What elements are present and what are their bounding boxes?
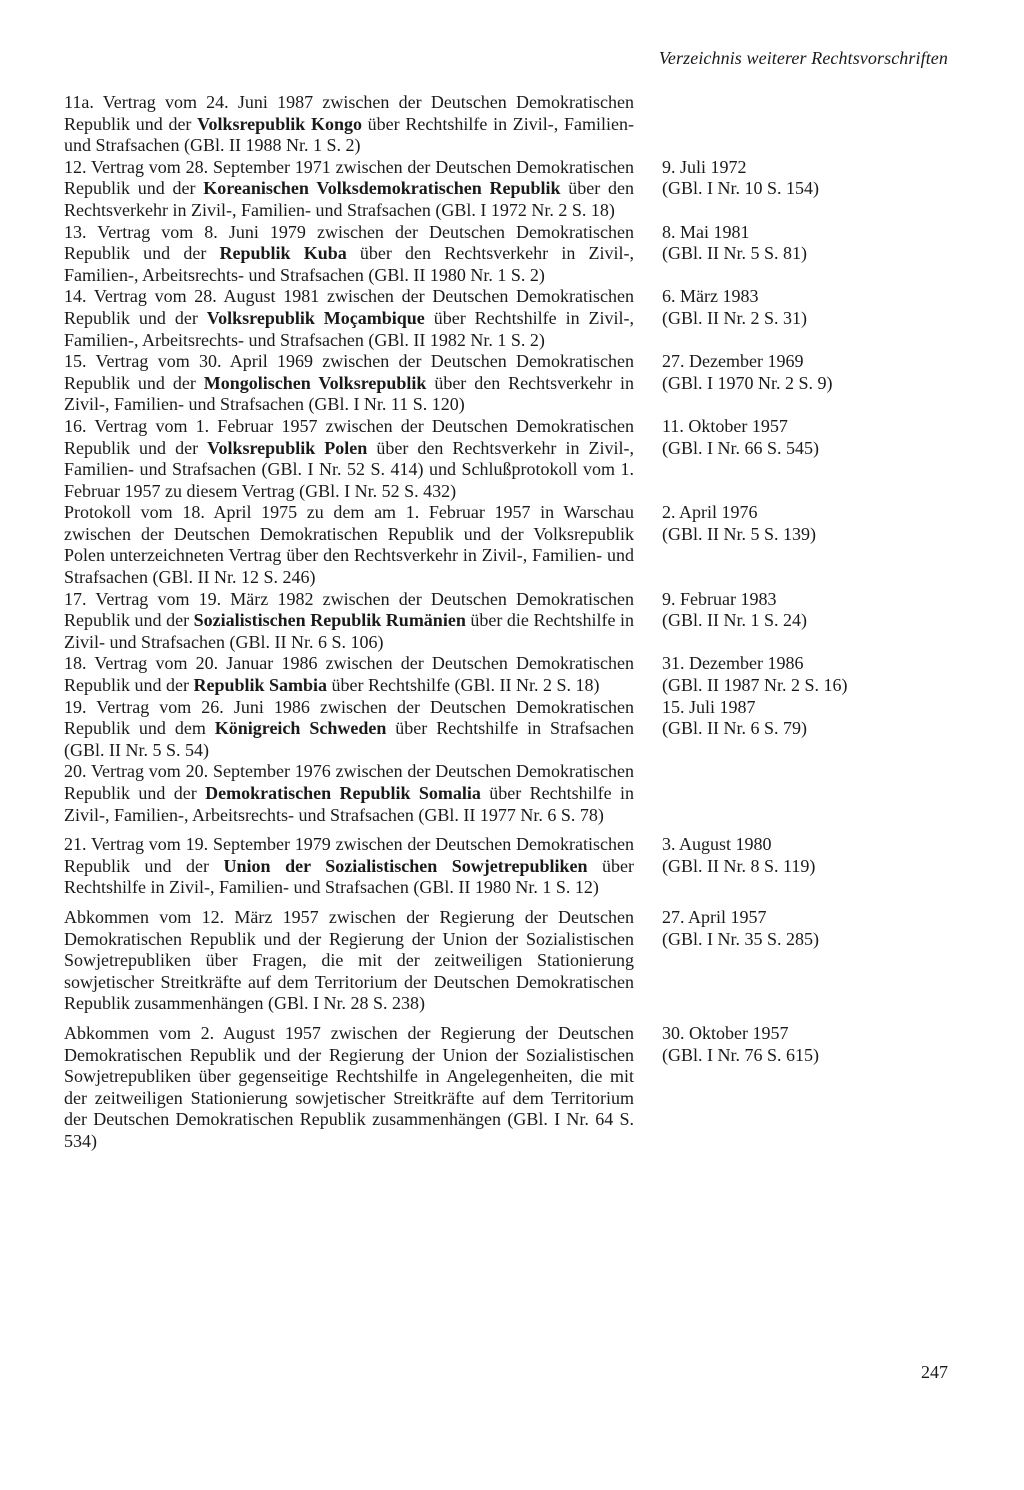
entry-partner: Sozialistischen Republik Rumänien <box>193 610 466 631</box>
entry-21 <box>64 834 944 899</box>
entry-text-pre: 12. Vertrag vom 28. September 1971 zwischen der Deutschen Demokratischen Republik und der <box>64 156 634 199</box>
entry-partner: Mongolischen Volksrepublik <box>203 372 427 393</box>
entry-date: 9. Juli 1972 <box>662 156 747 177</box>
entry-text-post: über die Rechtshilfe in Zivil- und Strafsachen (GBl. II Nr. 6 S. 106) <box>64 610 635 652</box>
entry-date: 2. April 1976 <box>662 502 758 523</box>
entry-14 <box>64 286 944 351</box>
entry-text-pre: 14. Vertrag vom 28. August 1981 zwischen der Deutschen Demokratischen Republik und der <box>64 286 634 328</box>
entry-effective-date <box>662 286 902 329</box>
entry-effective-date <box>662 653 902 696</box>
entry-gazette-ref: (GBl. II Nr. 2 S. 31) <box>662 307 807 328</box>
entry-text-pre: 17. Vertrag vom 19. März 1982 zwischen der Deutschen Demokratischen Republik und der <box>64 588 634 631</box>
entry-text-post: über Rechtshilfe (GBl. II Nr. 2 S. 18) <box>327 675 600 696</box>
page-number: 247 <box>921 1362 948 1382</box>
entry-text-pre: 11a. Vertrag vom 24. Juni 1987 zwischen der Deutschen Demokratischen Republik und der <box>64 92 634 134</box>
entry-gazette-ref: (GBl. I Nr. 66 S. 545) <box>662 437 819 458</box>
entry-gazette-ref: (GBl. II Nr. 6 S. 79) <box>662 718 807 739</box>
entry-text <box>64 351 634 416</box>
entry-date: 30. Oktober 1957 <box>662 1022 789 1043</box>
entry-text-pre: 21. Vertrag vom 19. September 1979 zwischen der Deutschen Demokratischen Republik und der <box>64 834 634 876</box>
entry-text-post: über den Rechtsverkehr in Zivil-, Familien-, Arbeitsrechts- und Strafsachen (GBl. II 1980 Nr. 1 S. 2) <box>64 243 634 285</box>
entry-17 <box>64 589 944 654</box>
entry-text-post: über Rechtshilfe in Zivil-, Familien-, Arbeitsrechts- und Strafsachen (GBl. II 1977 Nr. 6 S. 78) <box>64 783 634 825</box>
entry-date: 9. Februar 1983 <box>662 588 777 609</box>
entry-text-pre: 19. Vertrag vom 26. Juni 1986 zwischen der Deutschen Demokratischen Republik und dem <box>64 696 634 739</box>
entry-effective-date <box>662 502 902 545</box>
entry-text-pre: 18. Vertrag vom 20. Januar 1986 zwischen der Deutschen Demokratischen Republik und der <box>64 653 634 696</box>
entry-text-pre: 15. Vertrag vom 30. April 1969 zwischen der Deutschen Demokratischen Republik und der <box>64 351 634 393</box>
entry-text <box>64 761 634 826</box>
entry-partner: Demokratischen Republik Somalia <box>205 783 481 803</box>
entry-gazette-ref: (GBl. II Nr. 5 S. 139) <box>662 523 816 544</box>
entry-text <box>64 653 634 696</box>
entry-effective-date <box>662 1023 902 1066</box>
entry-13 <box>64 222 944 287</box>
entry-partner: Republik Kuba <box>219 243 347 264</box>
entry-16 <box>64 416 944 502</box>
entry-protocol-1975 <box>64 502 944 588</box>
entry-effective-date <box>662 222 902 265</box>
entry-effective-date <box>662 416 902 459</box>
entry-text-post: über den Rechtsverkehr in Zivil-, Familien- und Strafsachen (GBl. I 1972 Nr. 2 S. 18) <box>64 178 634 220</box>
entry-date: 31. Dezember 1986 <box>662 653 804 674</box>
entry-gazette-ref: (GBl. I 1970 Nr. 2 S. 9) <box>662 372 833 393</box>
entry-text <box>64 157 634 222</box>
entry-date: 6. März 1983 <box>662 286 759 307</box>
entry-text-post: über Rechtshilfe in Zivil-, Familien-, Arbeitsrechts- und Strafsachen (GBl. II 1982 Nr. 1 S. 2) <box>64 307 634 350</box>
entry-text-post: über Rechtshilfe in Zivil-, Familien- und Strafsachen (GBl. II 1988 Nr. 1 S. 2) <box>64 113 634 156</box>
entry-gazette-ref: (GBl. I Nr. 35 S. 285) <box>662 928 819 949</box>
entry-date: 15. Juli 1987 <box>662 696 756 717</box>
entry-text <box>64 286 634 351</box>
entry-gazette-ref: (GBl. I Nr. 76 S. 615) <box>662 1044 819 1065</box>
entry-gazette-ref: (GBl. II Nr. 5 S. 81) <box>662 243 807 264</box>
entry-text-pre: 16. Vertrag vom 1. Februar 1957 zwischen der Deutschen Demokratischen Republik und der <box>64 415 634 458</box>
entry-partner: Koreanischen Volksdemokratischen Republik <box>203 178 561 199</box>
running-header: Verzeichnis weiterer Rechtsvorschriften <box>658 48 948 68</box>
entry-text <box>64 92 634 157</box>
entry-agreement-august-1957 <box>64 1023 944 1153</box>
entry-effective-date <box>662 907 902 950</box>
entry-text-pre: Protokoll vom 18. April 1975 zu dem am 1. Februar 1957 in Warschau zwischen der Deutschen Demokratischen Republik und der Volksrepublik Polen unterzeichneten Vertrag über den Rechtsverkehr in Zivil-, Familien- und Strafsachen (GBl. II Nr. 12 S. 246) <box>64 502 634 588</box>
entry-gazette-ref: (GBl. II Nr. 8 S. 119) <box>662 855 816 876</box>
entry-text-post: über Rechtshilfe in Zivil-, Familien- und Strafsachen (GBl. II 1980 Nr. 1 S. 12) <box>64 855 635 898</box>
entry-text <box>64 416 634 502</box>
entry-text-post: über Rechtshilfe in Strafsachen (GBl. II Nr. 5 S. 54) <box>64 718 634 760</box>
entry-date: 27. April 1957 <box>662 906 767 927</box>
entry-15 <box>64 351 944 416</box>
entry-text-post: über den Rechtsverkehr in Zivil-, Familien- und Strafsachen (GBl. I Nr. 11 S. 120) <box>64 372 635 415</box>
entry-date: 27. Dezember 1969 <box>662 351 804 372</box>
entry-effective-date <box>662 157 902 200</box>
entry-text <box>64 907 634 1015</box>
entry-12 <box>64 157 944 222</box>
entry-partner: Republik Sambia <box>193 675 328 696</box>
entry-20 <box>64 761 944 826</box>
entry-text-pre: Abkommen vom 2. August 1957 zwischen der Regierung der Deutschen Demokratischen Republik und der Regierung der Union der Sozialistischen Sowjetrepubliken über gegenseitige Rechtshilfe in Angelegenheiten, die mit der zeitweiligen Stationierung sowjetischer Streitkräfte auf dem Territorium der Deutschen Demokratischen Republik zusammenhängen (GBl. I Nr. 64 S. 534) <box>64 1022 634 1151</box>
entry-partner: Volksrepublik Moçambique <box>206 307 425 328</box>
entry-partner: Königreich Schweden <box>214 718 387 739</box>
entry-text-pre: Abkommen vom 12. März 1957 zwischen der Regierung der Deutschen Demokratischen Republik und der Regierung der Union der Sozialistischen Sowjetrepubliken über Fragen, die mit der zeitweiligen Stationierung sowjetischer Streitkräfte auf dem Territorium der Deutschen Demokratischen Republik zusammenhängen (GBl. I Nr. 28 S. 238) <box>64 906 634 1014</box>
entry-text <box>64 589 634 654</box>
entry-18 <box>64 653 944 696</box>
entry-text-pre: 20. Vertrag vom 20. September 1976 zwischen der Deutschen Demokratischen Republik und der <box>64 761 634 803</box>
entry-effective-date <box>662 834 902 877</box>
entry-11a <box>64 92 944 157</box>
entry-partner: Volksrepublik Polen <box>207 437 368 458</box>
entry-date: 3. August 1980 <box>662 834 772 855</box>
entry-text <box>64 1023 634 1153</box>
entries-list <box>64 92 944 1153</box>
entry-date: 11. Oktober 1957 <box>662 415 788 436</box>
entry-text-pre: 13. Vertrag vom 8. Juni 1979 zwischen der Deutschen Demokratischen Republik und der <box>64 221 634 264</box>
entry-text <box>64 502 634 588</box>
entry-gazette-ref: (GBl. I Nr. 10 S. 154) <box>662 178 819 199</box>
entry-date: 8. Mai 1981 <box>662 221 750 242</box>
entry-19 <box>64 697 944 762</box>
entry-gazette-ref: (GBl. II Nr. 1 S. 24) <box>662 610 807 631</box>
entry-text <box>64 222 634 287</box>
entry-text-post: über den Rechtsverkehr in Zivil-, Familien- und Strafsachen (GBl. I Nr. 52 S. 414) und Schlußprotokoll vom 1. Februar 1957 zu diesem Vertrag (GBl. I Nr. 52 S. 432) <box>64 437 634 501</box>
entry-gazette-ref: (GBl. II 1987 Nr. 2 S. 16) <box>662 675 848 696</box>
entry-text <box>64 697 634 762</box>
entry-agreement-march-1957 <box>64 907 944 1015</box>
entry-effective-date <box>662 589 902 632</box>
entry-effective-date <box>662 351 902 394</box>
entry-partner: Union der Sozialistischen Sowjetrepubliken <box>223 855 588 876</box>
entry-partner: Volksrepublik Kongo <box>197 113 362 134</box>
entry-effective-date <box>662 697 902 740</box>
entry-text <box>64 834 634 899</box>
